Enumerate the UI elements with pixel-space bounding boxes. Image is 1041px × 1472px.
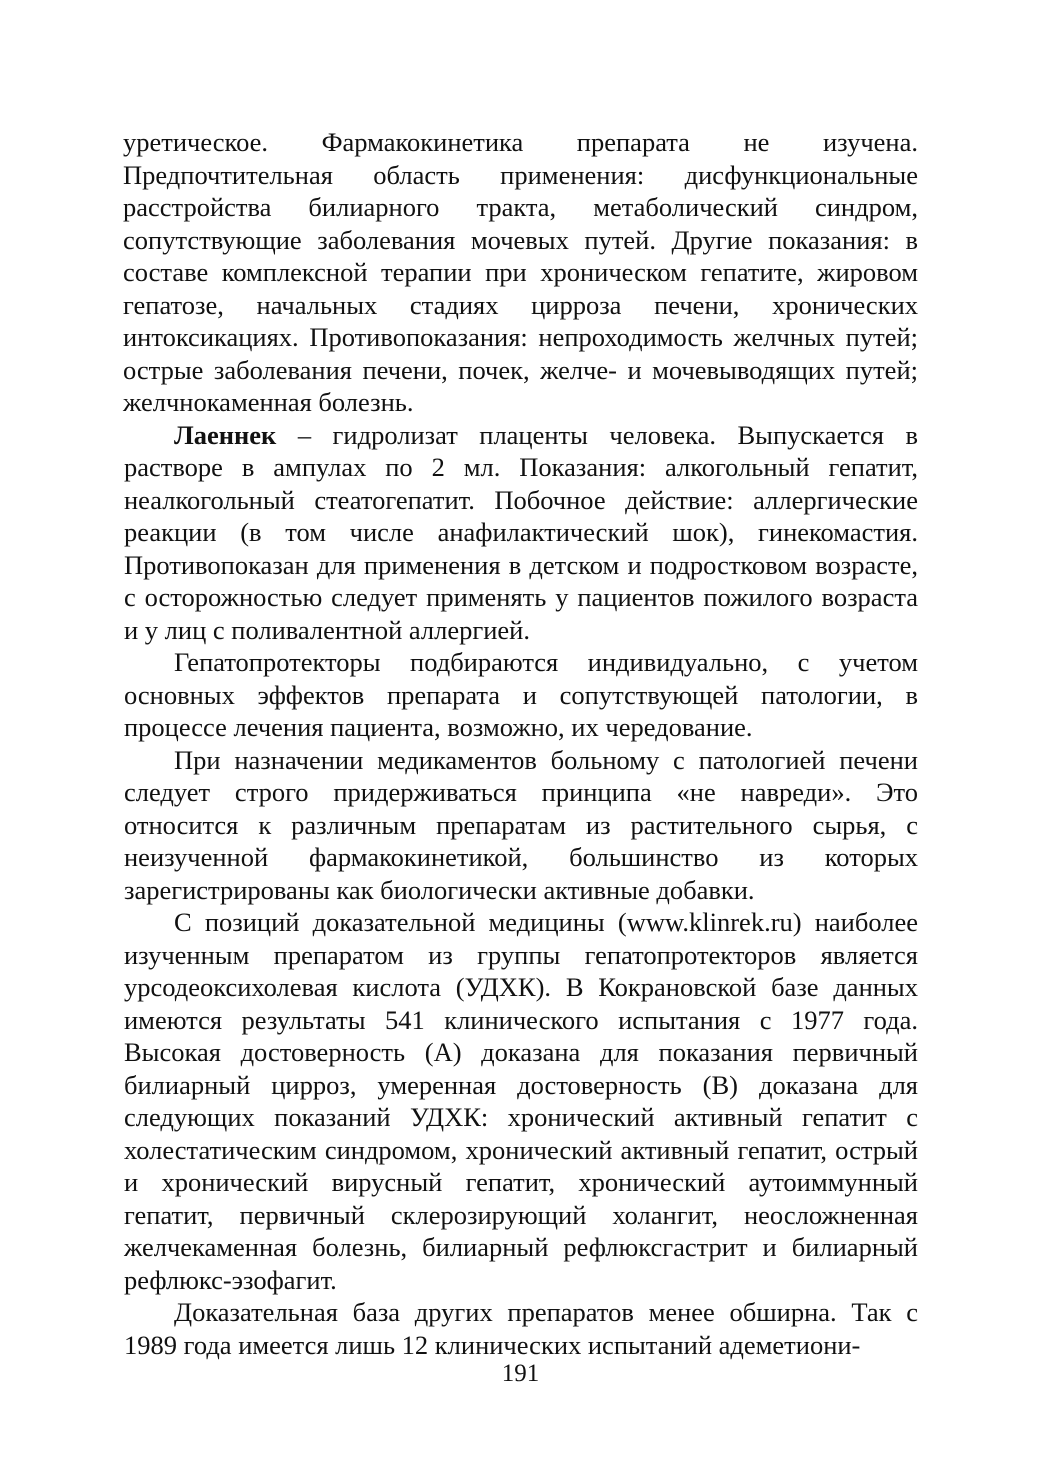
paragraph-text: Гепатопротекторы подбираются индивидуально, с учетом основных эффектов препарата и сопутствующей патологии, в процессе лечения пациента, возможно, их чередование. [124, 647, 918, 742]
drug-name-laennec: Лаеннек [174, 419, 277, 450]
paragraph-text: При назначении медикаментов больному с патологией печени следует строго придерживаться принципа «не навреди». Это относится к различным препаратам из растительного сырья, с неизученной фармакокинетикой, большинство из которых зарегистрированы как биологически активные добавки. [124, 744, 918, 905]
paragraph-laennec [124, 419, 918, 647]
page-body [124, 126, 918, 1361]
paragraph-text: – гидролизат плаценты человека. Выпускается в растворе в ампулах по 2 мл. Показания: алкогольный гепатит, неалкогольный стеатогепатит. Побочное действие: аллергические реакции (в том числе анафилактический шок), гинекомастия. Противопоказан для применения в детском и подростковом возрасте, с осторожностью следует применять у пациентов пожилого возраста и у лиц с поливалентной аллергией. [124, 419, 918, 645]
paragraph-other-drugs [124, 1296, 918, 1361]
paragraph-selection [124, 646, 918, 744]
paragraph-evidence-udca [124, 906, 918, 1296]
paragraph-text: Доказательная база других препаратов менее обширна. Так с 1989 года имеется лишь 12 клинических испытаний адеметиони- [124, 1297, 918, 1360]
paragraph-text: уретическое. Фармакокинетика препарата не изучена. Предпочтительная область применения: дисфункциональные расстройства билиарного тракта, метаболический синдром, сопутствующие заболевания мочевых путей. Другие показания: в составе комплексной терапии при хроническом гепатите, жировом гепатозе, начальных стадиях цирроза печени, хронических интоксикациях. Противопоказания: непроходимость желчных путей; острые заболевания печени, почек, желче- и мочевыводящих путей; желчнокаменная болезнь. [123, 127, 918, 417]
paragraph-continuation [123, 126, 918, 419]
paragraph-text: С позиций доказательной медицины (www.klinrek.ru) наиболее изученным препаратом из группы гепатопротекторов является урсодеоксихолевая кислота (УДХК). В Кокрановской базе данных имеются результаты 541 клинического испытания с 1977 года. Высокая достоверность (А) доказана для показания первичный билиарный цирроз, умеренная достоверность (В) доказана для следующих показаний УДХК: хронический активный гепатит с холестатическим синдромом, хронический активный гепатит, острый и хронический вирусный гепатит, хронический аутоиммунный гепатит, первичный склерозирующий холангит, неосложненная желчекаменная болезнь, билиарный рефлюксгастрит и билиарный рефлюкс-эзофагит. [124, 907, 918, 1295]
paragraph-do-no-harm [124, 744, 918, 907]
page-number: 191 [501, 1360, 540, 1387]
